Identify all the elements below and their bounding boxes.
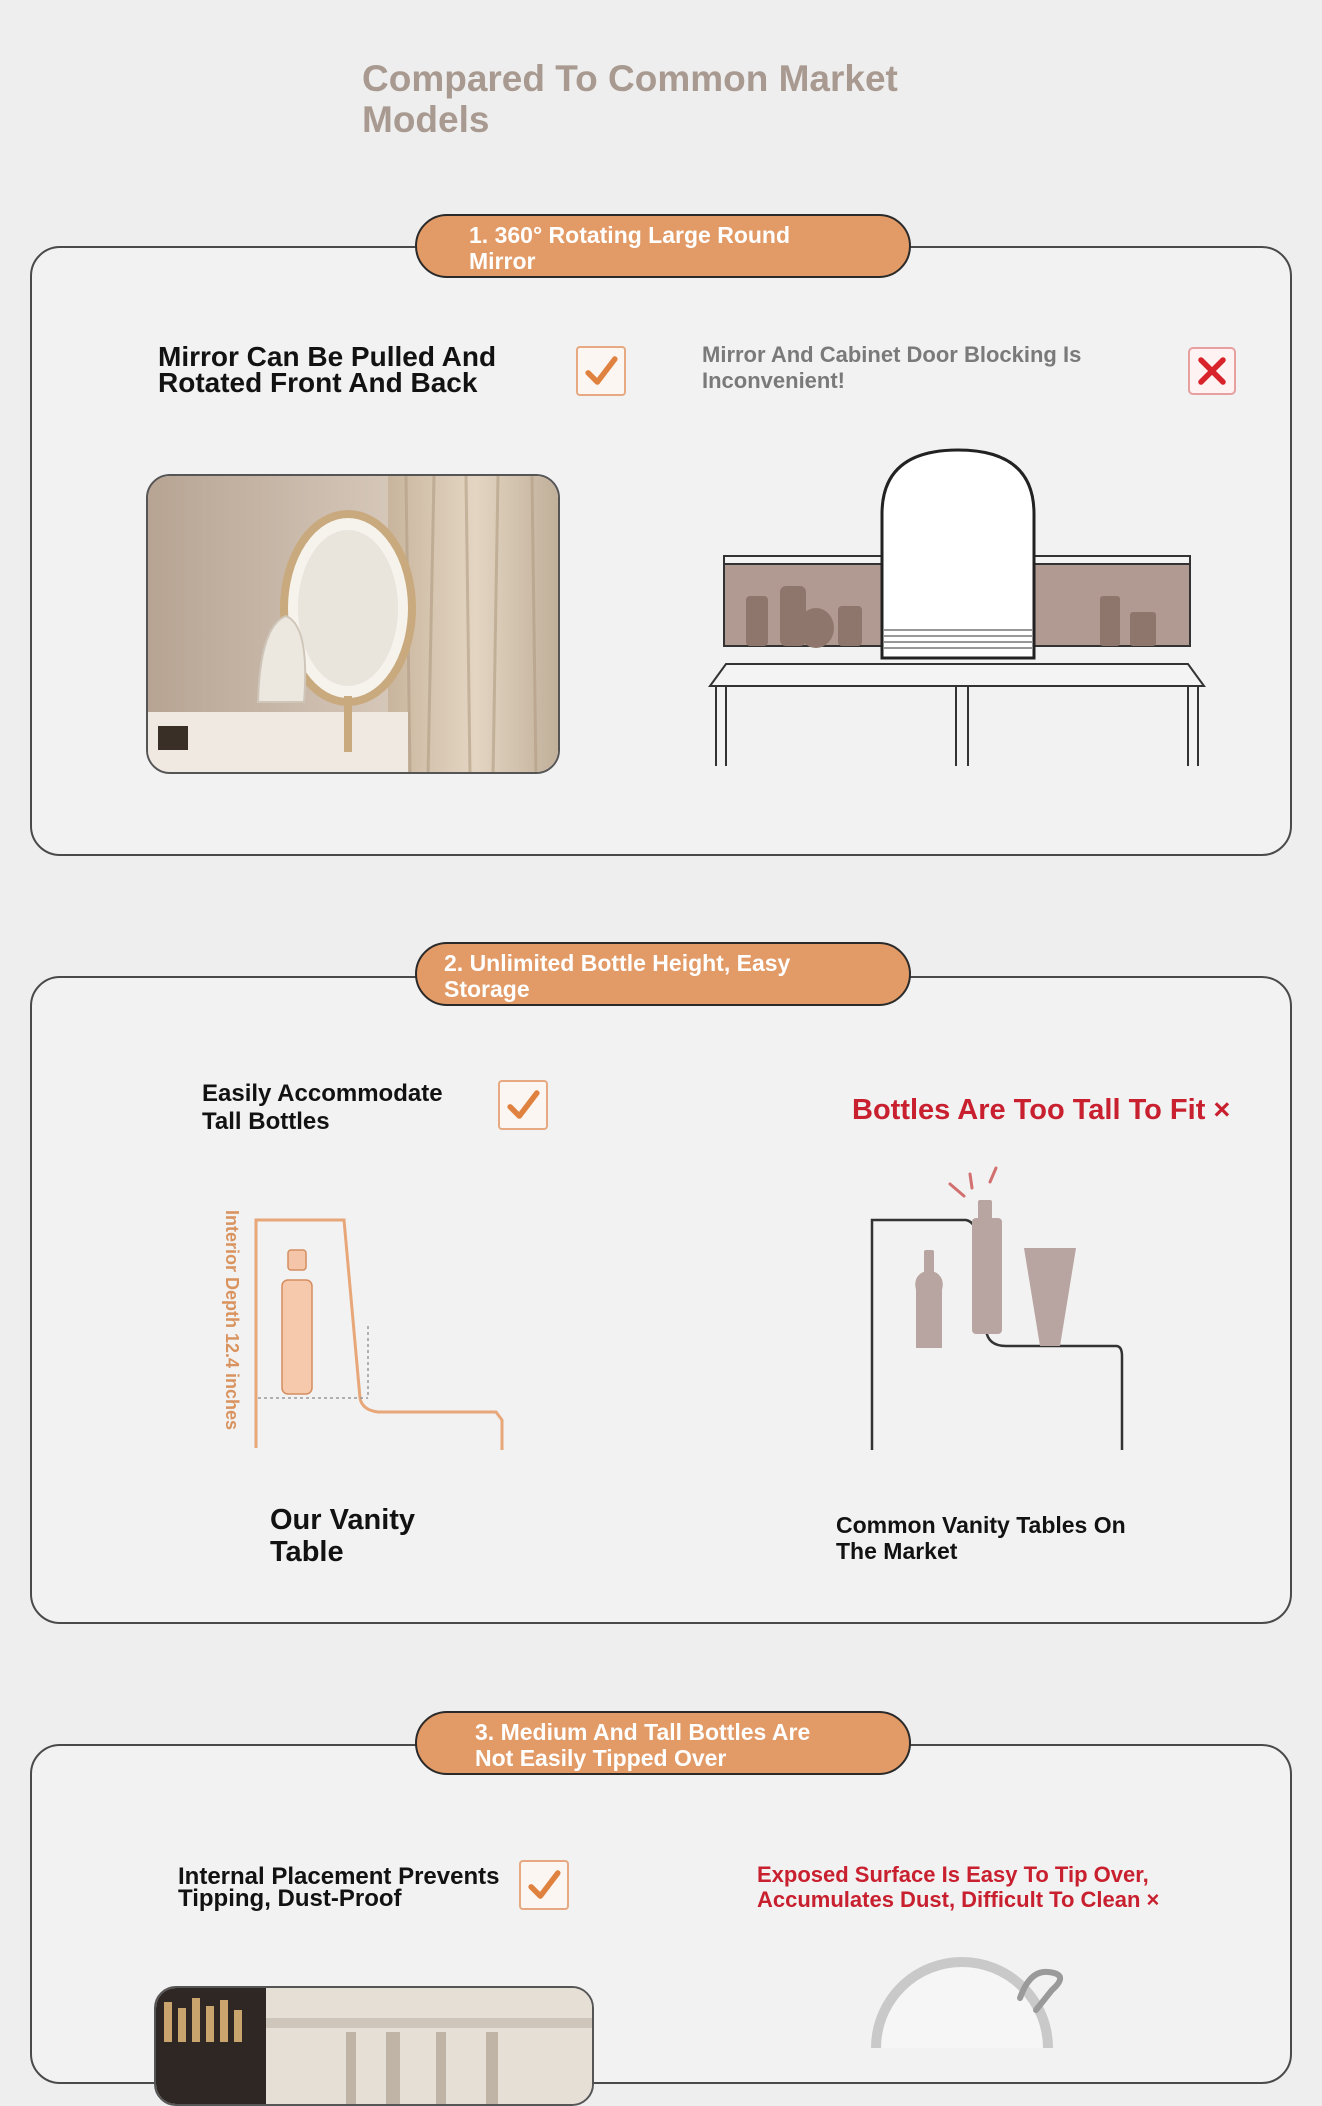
check-icon xyxy=(519,1860,569,1910)
section-3-left-label xyxy=(178,1863,500,1912)
section-1-badge-line1: 1. 360° Rotating Large Round xyxy=(469,222,791,248)
section-2-right-label xyxy=(852,1094,1230,1126)
our-vanity-caption-line1: Our Vanity xyxy=(270,1504,416,1536)
section-1-right-label-line2: Inconvenient! xyxy=(702,368,846,393)
section-3-badge-line2: Not Easily Tipped Over xyxy=(475,1745,727,1771)
page-title xyxy=(362,58,982,140)
rotating-mirror-photo xyxy=(146,474,560,774)
internal-storage-illustration xyxy=(156,1988,594,2106)
cross-icon xyxy=(1188,347,1236,395)
section-3-right-label-line1: Exposed Surface Is Easy To Tip Over, xyxy=(757,1862,1149,1887)
section-3-left-label-line2: Tipping, Dust-Proof xyxy=(178,1885,402,1912)
section-1-right-label-line1: Mirror And Cabinet Door Blocking Is xyxy=(702,342,1082,367)
internal-storage-photo xyxy=(154,1986,594,2106)
page-title-text: Compared To Common Market Models xyxy=(362,58,898,140)
depth-label xyxy=(220,1210,240,1450)
section-3-right-label xyxy=(757,1862,1159,1912)
section-2-left-label xyxy=(202,1080,443,1136)
section-2-left-label-line2: Tall Bottles xyxy=(202,1108,330,1135)
our-vanity-depth-drawing xyxy=(210,1208,510,1454)
rotating-mirror-illustration xyxy=(148,476,560,774)
common-vanity-caption-line1: Common Vanity Tables On xyxy=(836,1512,1126,1538)
section-2-badge-line1: 2. Unlimited Bottle Height, Easy xyxy=(444,950,791,976)
section-1-left-label-line2: Rotated Front And Back xyxy=(158,367,478,398)
section-1-left-label-line1: Mirror Can Be Pulled And xyxy=(158,341,497,372)
section-1-left-label xyxy=(158,341,497,398)
section-3-left-label-line1: Internal Placement Prevents xyxy=(178,1863,500,1890)
section-2-badge-line2: Storage xyxy=(444,976,530,1002)
common-vanity-caption-line2: The Market xyxy=(836,1538,958,1564)
depth-label-text: Interior Depth 12.4 inches xyxy=(222,1210,242,1431)
section-2-badge xyxy=(415,942,911,1006)
common-vanity-caption xyxy=(836,1512,1126,1564)
check-icon xyxy=(498,1080,548,1130)
section-3-badge xyxy=(415,1711,911,1775)
section-2-right-label-text: Bottles Are Too Tall To Fit × xyxy=(852,1094,1231,1126)
section-1-badge xyxy=(415,214,911,278)
section-3-badge-line1: 3. Medium And Tall Bottles Are xyxy=(475,1719,811,1745)
common-vanity-drawing xyxy=(866,1160,1130,1460)
our-vanity-caption xyxy=(270,1504,415,1568)
section-1-right-label xyxy=(702,342,1081,394)
section-3-right-label-line2: Accumulates Dust, Difficult To Clean × xyxy=(757,1887,1160,1912)
exposed-surface-drawing xyxy=(870,1950,1090,2048)
mirror-blocking-cabinet-drawing xyxy=(706,446,1214,776)
check-icon xyxy=(576,346,626,396)
section-1-badge-line2: Mirror xyxy=(469,248,536,274)
section-2-left-label-line1: Easily Accommodate xyxy=(202,1080,443,1107)
our-vanity-caption-line2: Table xyxy=(270,1536,344,1568)
